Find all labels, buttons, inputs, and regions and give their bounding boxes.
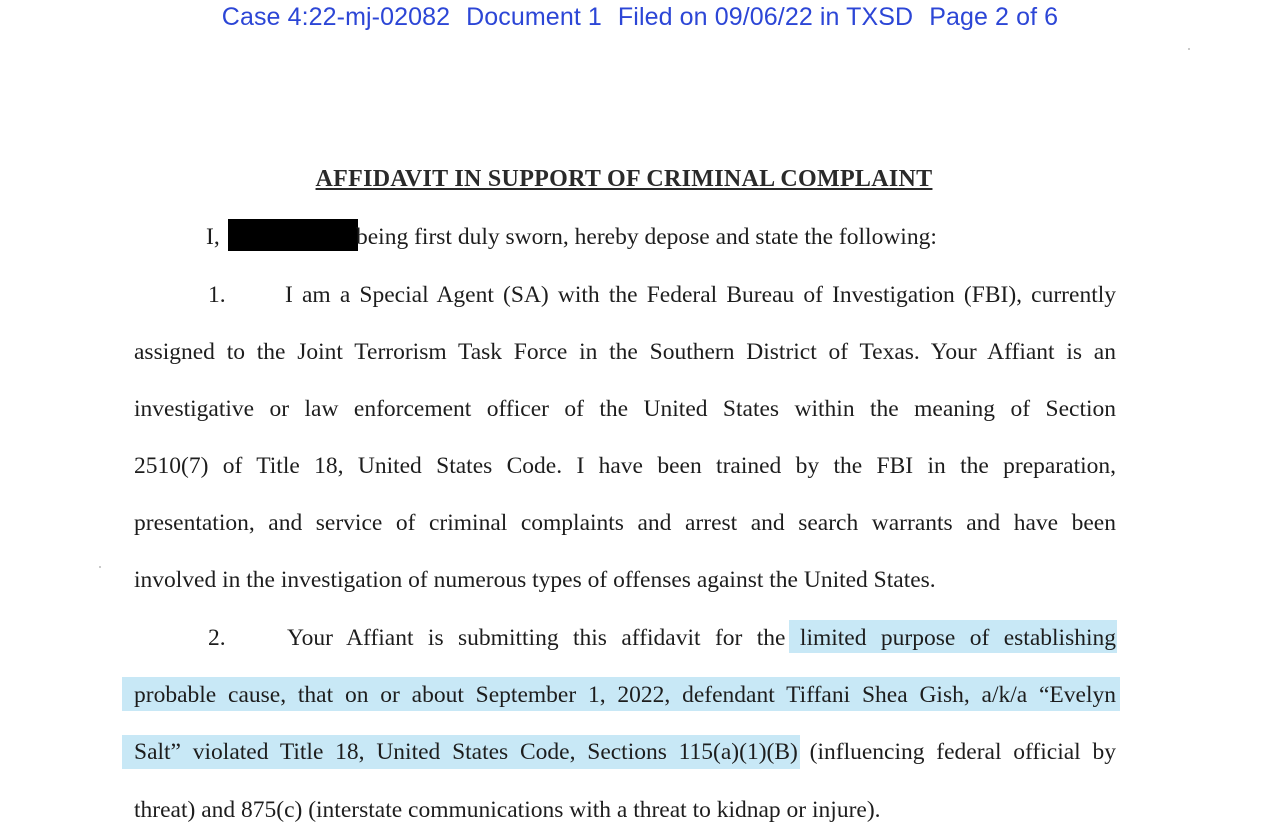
paragraph-1-line-6: involved in the investigation of numerous types of offenses against the United States. (134, 567, 936, 593)
paragraph-1-line-4: 2510(7) of Title 18, United States Code. I have been trained by the FBI in the preparation, (134, 453, 1116, 479)
paragraph-1-line-2: assigned to the Joint Terrorism Task Force in the Southern District of Texas. Your Affiant is an (134, 339, 1116, 365)
paragraph-1-line-5: presentation, and service of criminal complaints and arrest and search warrants and have been (134, 510, 1116, 536)
page-number: Page 2 of 6 (929, 3, 1059, 31)
document-number: Document 1 (466, 3, 602, 31)
paragraph-2-line-2: probable cause, that on or about September 1, 2022, defendant Tiffani Shea Gish, a/k/a “Evelyn (134, 682, 1116, 708)
intro-suffix: being first duly sworn, hereby depose and state the following: (356, 224, 937, 250)
paragraph-2-line-1: Your Affiant is submitting this affidavit for the limited purpose of establishing (287, 625, 1116, 651)
paragraph-1-line-1: I am a Special Agent (SA) with the Federal Bureau of Investigation (FBI), currently (285, 282, 1116, 308)
scan-speck (99, 566, 101, 568)
paragraph-2-line-3: Salt” violated Title 18, United States Code, Sections 115(a)(1)(B) (influencing federal official by (134, 739, 1116, 765)
scan-speck (1188, 48, 1190, 50)
redaction-box (228, 219, 358, 251)
paragraph-2-line-4: threat) and 875(c) (interstate communications with a threat to kidnap or injure). (134, 797, 881, 823)
paragraph-1-number: 1. (208, 282, 226, 308)
document-header (0, 3, 1280, 32)
affidavit-title: AFFIDAVIT IN SUPPORT OF CRIMINAL COMPLAINT (315, 166, 933, 192)
filed-date: Filed on 09/06/22 in TXSD (617, 3, 914, 31)
intro-prefix: I, (206, 224, 220, 250)
case-number: Case 4:22-mj-02082 (221, 3, 451, 31)
paragraph-2-number: 2. (208, 625, 226, 651)
paragraph-1-line-3: investigative or law enforcement officer of the United States within the meaning of Section (134, 396, 1116, 422)
